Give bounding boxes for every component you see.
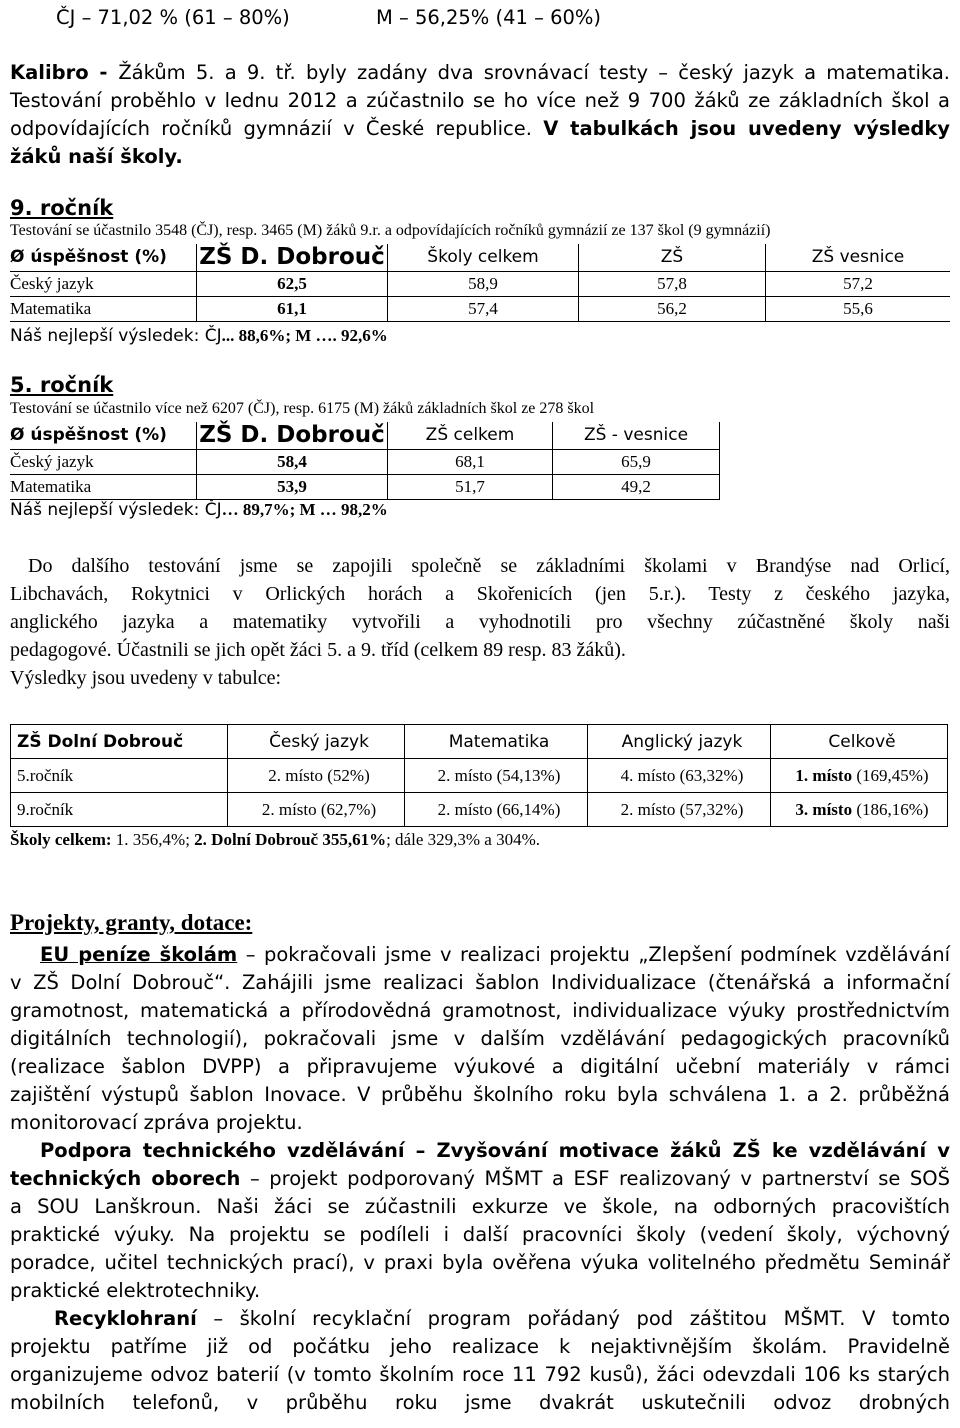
kalibro-lead: Kalibro - <box>10 61 119 84</box>
paragraph-line: organizujeme odvoz baterií (v tomto školním roce 11 792 kusů), žáci odevzdali 106 ks starých <box>10 1363 950 1386</box>
table-header-row <box>10 422 720 449</box>
table-row <box>10 296 950 321</box>
footer-label: Školy celkem: <box>10 830 112 849</box>
table-cell: 53,9 <box>197 474 388 499</box>
table-cell: 2. místo (57,32%) <box>588 793 771 827</box>
table-cell: 68,1 <box>388 449 553 474</box>
table-cell: 4. místo (63,32%) <box>588 759 771 793</box>
paragraph-line: (realizace šablon DVPP) a připravujeme výukové a digitální učební materiály v rámci <box>10 1055 950 1078</box>
table-header: ZŠ - vesnice <box>553 422 720 449</box>
row-label: Matematika <box>10 296 197 321</box>
table-cell: 58,4 <box>197 449 388 474</box>
grade5-table <box>10 422 720 500</box>
projects-heading: Projekty, granty, dotace: <box>10 910 253 935</box>
paragraph-line: anglického jazyka a matematiky vytvořili a vyhodnotili pro všechny zúčastněné školy naši <box>10 611 950 633</box>
testing-paragraph <box>10 552 950 692</box>
table-header: Český jazyk <box>228 725 405 759</box>
paragraph-line: – projekt podporovaný MŠMT a ESF realizovaný v partnerství se SOŠ <box>240 1167 951 1190</box>
paragraph-line: zajištění výstupů šablon Inovace. V průběhu školního roku byla schválena 1. a 2. průběžná <box>10 1083 950 1106</box>
table-header: Matematika <box>405 725 588 759</box>
table-row <box>11 759 948 793</box>
top-results <box>10 6 602 29</box>
grade9-heading: 9. ročník <box>10 196 114 220</box>
paragraph-line: digitálních technologií), pokračovali jsme v dalším vzdělávání pedagogických pracovníků <box>10 1027 950 1050</box>
table-cell: 57,8 <box>579 271 766 296</box>
paragraph-line: pedagogové. Účastnili se jich opět žáci 5. a 9. tříd (celkem 89 resp. 83 žáků). <box>10 639 626 661</box>
row-label: Český jazyk <box>10 271 197 296</box>
table-cell: 56,2 <box>579 296 766 321</box>
footer-text: ; dále 329,3% a 304%. <box>386 830 540 849</box>
table-header: ZŠ D. Dobrouč <box>197 422 388 449</box>
table-cell: 57,4 <box>388 296 579 321</box>
kalibro-paragraph <box>10 59 950 171</box>
footer-highlight: 2. Dolní Dobrouč 355,61% <box>194 830 387 849</box>
kalibro-line: Žákům 5. a 9. tř. byly zadány dva srovnávací testy – český jazyk a matematika. <box>118 61 950 84</box>
table-cell: 2. místo (54,13%) <box>405 759 588 793</box>
table-header: ZŠ vesnice <box>766 244 951 271</box>
table-cell: 62,5 <box>197 271 388 296</box>
table-header-row <box>10 244 950 271</box>
table-cell: 2. místo (62,7%) <box>228 793 405 827</box>
paragraph-line: mobilních telefonů, v průběhu roku jsme dvakrát uskutečnili odvoz drobných <box>10 1391 950 1414</box>
grade9-note: Testování se účastnilo 3548 (ČJ), resp. 3465 (M) žáků 9.r. a odpovídajících ročníků gymnázií ze 137 škol (9 gymnázií) <box>10 222 771 239</box>
tech-title: Podpora technického vzdělávání – Zvyšování motivace žáků ZŠ ke vzdělávání v <box>40 1139 950 1162</box>
rec-title: Recyklohraní <box>54 1307 197 1330</box>
table-header: Ø úspěšnost (%) <box>10 244 197 271</box>
table-cell: 2. místo (66,14%) <box>405 793 588 827</box>
table-cell: 58,9 <box>388 271 579 296</box>
projects-text <box>10 941 950 1417</box>
eu-title: EU peníze školám <box>40 943 238 966</box>
paragraph-line: praktické výuky. Na projektu se podíleli i další pracovníci školy (vedení školy, výchovný <box>10 1223 950 1246</box>
table-row <box>11 793 948 827</box>
table-row <box>10 474 720 499</box>
table-header-row <box>11 725 948 759</box>
grade9-table <box>10 244 950 322</box>
paragraph-line: v ZŠ Dolní Dobrouč“. Zahájili jsme realizaci šablon Individualizace (čtenářská a informační <box>10 971 950 994</box>
tech-title: technických oborech <box>10 1167 241 1190</box>
row-label: 9.ročník <box>11 793 228 827</box>
best-label: Náš nejlepší výsledek: ČJ <box>10 326 222 346</box>
grade5-best <box>10 500 388 520</box>
best-label: Náš nejlepší výsledek: ČJ <box>10 500 222 520</box>
table-cell: 65,9 <box>553 449 720 474</box>
paragraph-line: – školní recyklační program pořádaný pod záštitou MŠMT. V tomto <box>196 1307 950 1330</box>
paragraph-line: Do dalšího testování jsme se zapojili společně se základními školami v Brandýse nad Orlicí, <box>28 555 950 577</box>
paragraph-line: Libchavách, Rokytnici v Orlických horách a Skořenicích (jen 5.r.). Testy z českého jazyka, <box>10 583 950 605</box>
m-result: M – 56,25% (41 – 60%) <box>376 6 602 29</box>
paragraph-line: monitorovací zpráva projektu. <box>10 1111 303 1134</box>
table-cell: 49,2 <box>553 474 720 499</box>
grade9-best <box>10 326 388 346</box>
row-label: Matematika <box>10 474 197 499</box>
best-values: … 89,7%; M … 98,2% <box>221 500 388 519</box>
kalibro-bold: žáků naší školy. <box>10 145 183 168</box>
paragraph-line: praktické elektrotechniky. <box>10 1279 261 1302</box>
table-header: Školy celkem <box>388 244 579 271</box>
grade5-heading: 5. ročník <box>10 373 114 397</box>
table-cell: 61,1 <box>197 296 388 321</box>
table-cell: 2. místo (52%) <box>228 759 405 793</box>
results-table <box>10 724 948 827</box>
kalibro-line: Testování proběhlo v lednu 2012 a zúčastnilo se ho více než 9 700 žáků ze základních škol a <box>10 89 950 112</box>
row-label: Český jazyk <box>10 449 197 474</box>
table-header: ZŠ D. Dobrouč <box>197 244 388 271</box>
grade5-note: Testování se účastnilo více než 6207 (ČJ), resp. 6175 (M) žáků základních škol ze 278 škol <box>10 400 595 417</box>
table-header: ZŠ celkem <box>388 422 553 449</box>
row-label: 5.ročník <box>11 759 228 793</box>
table-row <box>10 271 950 296</box>
kalibro-bold: V tabulkách jsou uvedeny výsledky <box>543 117 951 140</box>
paragraph-line: poradce, učitel technických prací), v praxi byla ověřena výuka volitelného předmětu Seminář <box>10 1251 950 1274</box>
table-header: Anglický jazyk <box>588 725 771 759</box>
table-row <box>10 449 720 474</box>
kalibro-line: odpovídajících ročníků gymnázií v České republice. <box>10 117 532 140</box>
paragraph-line: Výsledky jsou uvedeny v tabulce: <box>10 667 282 689</box>
table-header: ZŠ Dolní Dobrouč <box>11 725 228 759</box>
total-score: (169,45%) <box>852 765 929 785</box>
paragraph-line: gramotnost, matematická a přírodovědná gramotnost, individualizace výuky prostřednictvím <box>10 999 950 1022</box>
paragraph-line: – pokračovali jsme v realizaci projektu „Zlepšení podmínek vzdělávání <box>237 943 950 966</box>
total-score: (186,16%) <box>852 799 929 819</box>
table-cell: 55,6 <box>766 296 951 321</box>
table-header: ZŠ <box>579 244 766 271</box>
table-header: Celkově <box>771 725 948 759</box>
table-cell <box>771 759 948 793</box>
paragraph-line: projektu patříme již od počátku jeho realizace k nejaktivnějším školám. Pravidelně <box>10 1335 950 1358</box>
total-place: 3. místo <box>795 799 853 819</box>
table-header: Ø úspěšnost (%) <box>10 422 197 449</box>
table-cell: 57,2 <box>766 271 951 296</box>
total-place: 1. místo <box>795 765 853 785</box>
results-footer <box>10 830 540 850</box>
paragraph-line: a SOU Lanškroun. Naši žáci se zúčastnili exkurze ve škole, na odborných pracovištích <box>10 1195 950 1218</box>
best-values: ... 88,6%; M …. 92,6% <box>221 326 388 345</box>
footer-text: 1. 356,4%; <box>111 830 195 849</box>
cj-result: ČJ – 71,02 % (61 – 80%) <box>56 6 290 29</box>
table-cell <box>771 793 948 827</box>
table-cell: 51,7 <box>388 474 553 499</box>
